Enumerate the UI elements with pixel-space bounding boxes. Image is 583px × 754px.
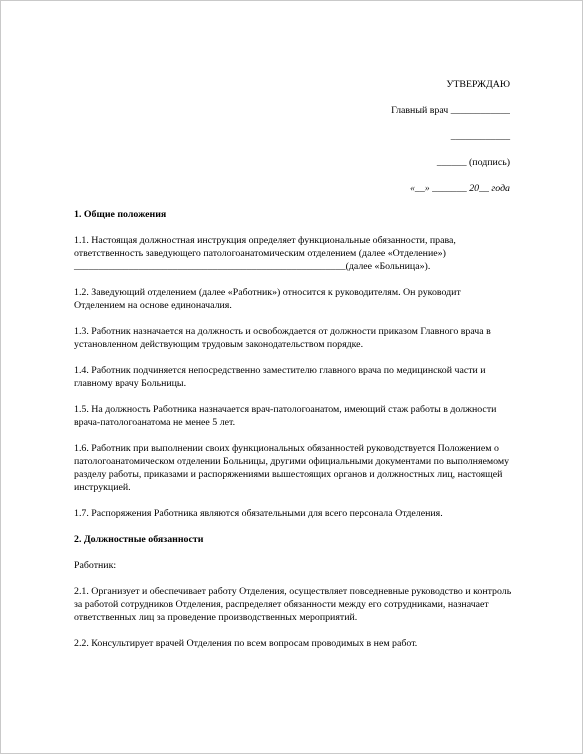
approval-signature-line: ______ (подпись) [436, 157, 510, 168]
approval-date-line: «__» _______ 20__ года [409, 183, 510, 194]
section-2-intro: Работник: [74, 560, 117, 571]
paragraph-2-2: 2.2. Консультирует врачей Отделения по всем вопросам проводимых в нем работ. [74, 638, 418, 649]
section-2-heading: 2. Должностные обязанности [74, 534, 204, 545]
section-1-heading: 1. Общие положения [74, 209, 167, 220]
paragraph-1-1 [74, 234, 514, 273]
approval-position-line: Главный врач ____________ [391, 105, 510, 116]
paragraph-1-7: 1.7. Распоряжения Работника являются обязательными для всего персонала Отделения. [74, 508, 443, 519]
paragraph-2-1: 2.1. Организует и обеспечивает работу Отделения, осуществляет повседневные руководство и контроль за работой сотрудников Отделения, распределяет обязанности между его сотрудниками, назначает ответственных лиц за проведение производственных мероприятий. [74, 586, 512, 623]
paragraph-1-4: 1.4. Работник подчиняется непосредственно заместителю главного врача по медицинской части и главному врачу Больницы. [74, 365, 486, 389]
paragraph-1-2: 1.2. Заведующий отделением (далее «Работник») относится к руководителям. Он руководит Отделением на основе единоначалия. [74, 287, 461, 311]
paragraph-1-1-line-2: ответственность заведующего патологоанатомическим отделением (далее «Отделение») [74, 248, 446, 259]
paragraph-1-6: 1.6. Работник при выполнении своих функциональных обязанностей руководствуется Положением о патологоанатомическом отделении Больницы, другими официальными документами по выполняемому разделу работы, приказами и распоряжениями вышестоящих органов и должностных лиц, настоящей инструкцией. [74, 443, 510, 493]
approval-title: УТВЕРЖДАЮ [446, 79, 510, 90]
document-body [74, 208, 514, 663]
paragraph-1-1-line-3: _______________________________________________________(далее «Больница»). [74, 261, 431, 272]
paragraph-1-5: 1.5. На должность Работника назначается врач-патологоанатом, имеющий стаж работы в должности врача-патологоанатома не менее 5 лет. [74, 404, 497, 428]
approval-name-line: ____________ [450, 131, 510, 142]
paragraph-1-1-line-1: 1.1. Настоящая должностная инструкция определяет функциональные обязанности, права, [74, 235, 456, 246]
paragraph-1-3: 1.3. Работник назначается на должность и освобождается от должности приказом Главного врача в установленном действующим трудовым законодательством порядке. [74, 326, 491, 350]
approval-block [391, 78, 510, 195]
